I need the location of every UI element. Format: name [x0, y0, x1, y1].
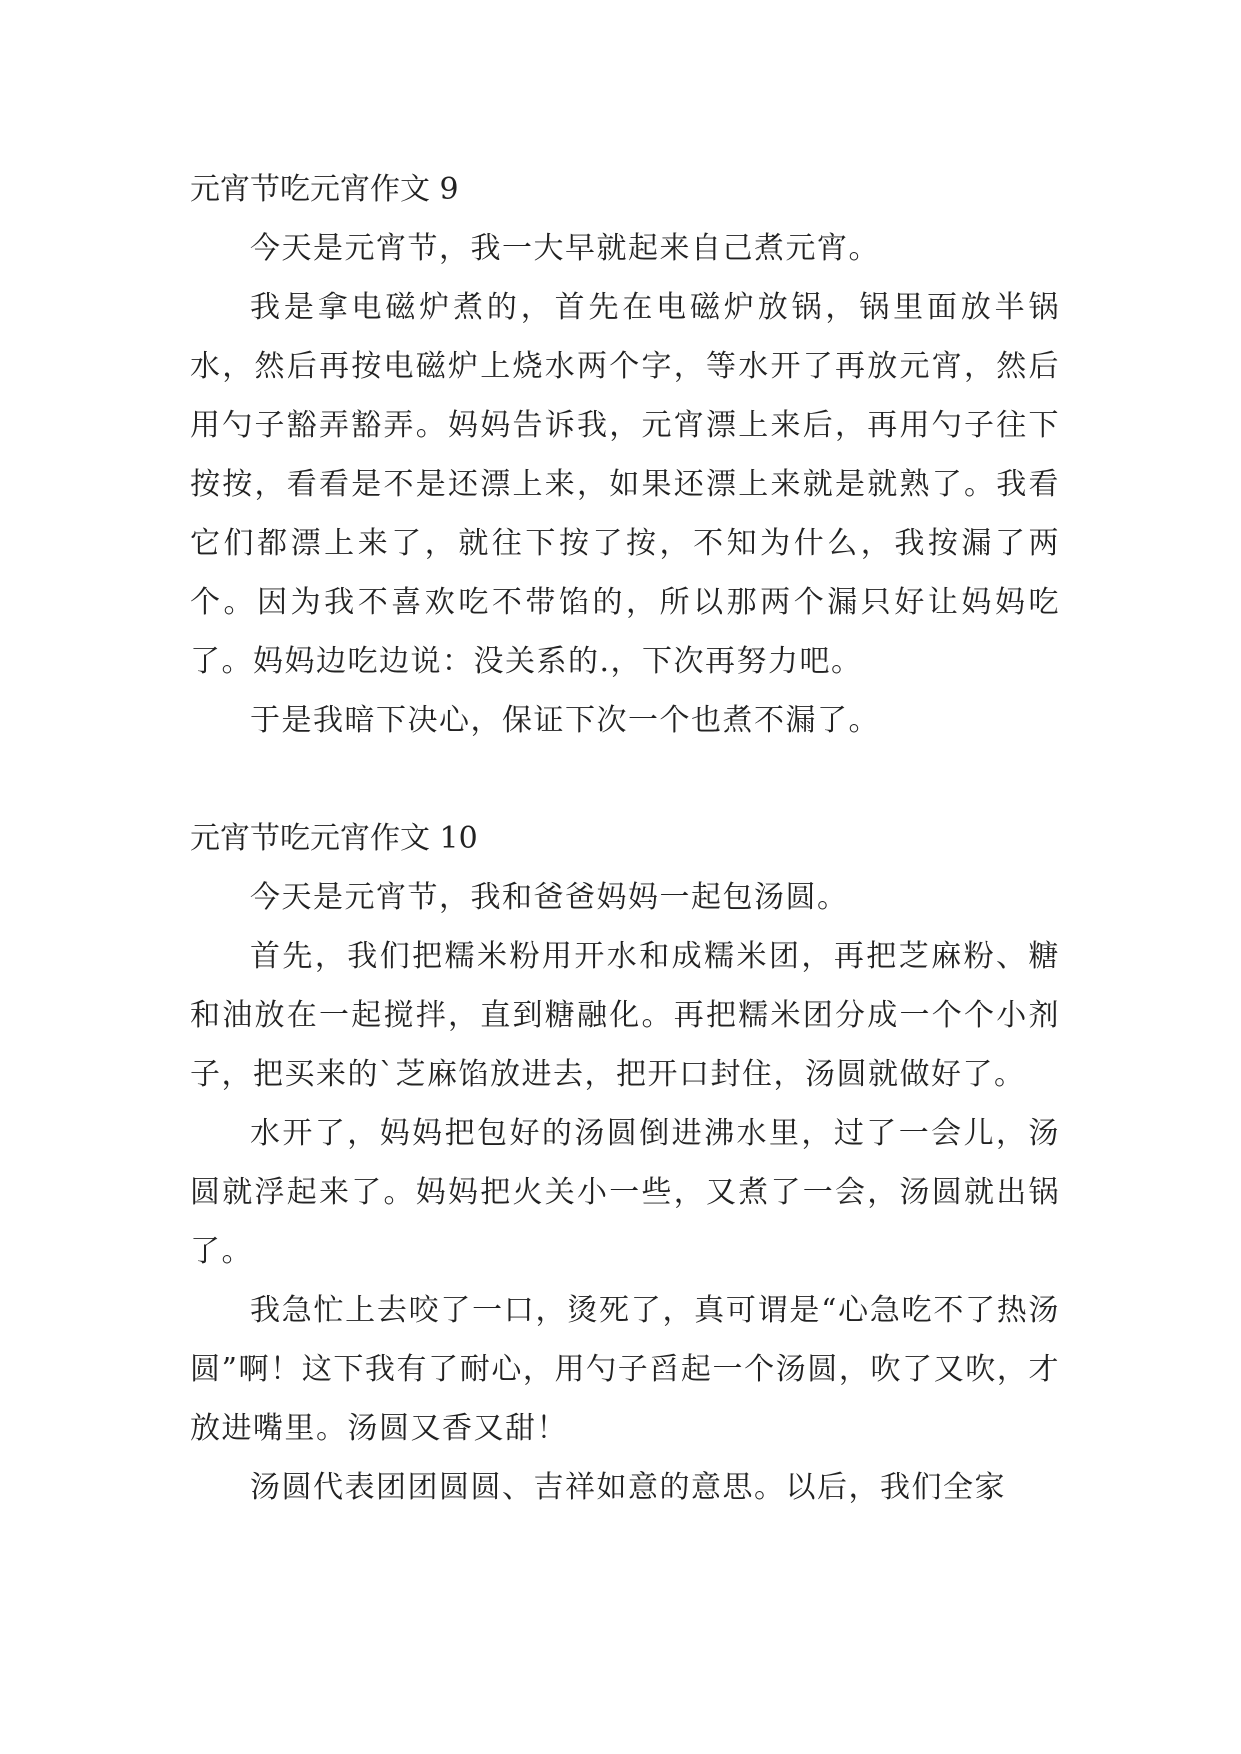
paragraph: 我急忙上去咬了一口，烫死了，真可谓是“心急吃不了热汤圆”啊！这下我有了耐心，用勺子舀起一个汤圆，吹了又吹，才放进嘴里。汤圆又香又甜！: [190, 1293, 1060, 1446]
document-body: [190, 160, 1060, 1517]
essay-title: 元宵节吃元宵作文 9: [190, 172, 459, 207]
paragraph: 汤圆代表团团圆圆、吉祥如意的意思。以后，我们全家: [250, 1470, 1006, 1505]
essay-title: 元宵节吃元宵作文 10: [190, 821, 478, 856]
essay-9: [190, 160, 1060, 750]
paragraph: 于是我暗下决心，保证下次一个也煮不漏了。: [250, 703, 880, 738]
paragraph: 水开了，妈妈把包好的汤圆倒进沸水里，过了一会儿，汤圆就浮起来了。妈妈把火关小一些，又煮了一会，汤圆就出锅了。: [190, 1116, 1060, 1269]
section-spacer: [190, 750, 1060, 809]
paragraph: 我是拿电磁炉煮的，首先在电磁炉放锅，锅里面放半锅水，然后再按电磁炉上烧水两个字，等水开了再放元宵，然后用勺子豁弄豁弄。妈妈告诉我，元宵漂上来后，再用勺子往下按按，看看是不是还漂上来，如果还漂上来就是就熟了。我看它们都漂上来了，就往下按了按，不知为什么，我按漏了两个。因为我不喜欢吃不带馅的，所以那两个漏只好让妈妈吃了。妈妈边吃边说：没关系的.，下次再努力吧。: [190, 290, 1060, 679]
paragraph: 首先，我们把糯米粉用开水和成糯米团，再把芝麻粉、糖和油放在一起搅拌，直到糖融化。再把糯米团分成一个个小剂子，把买来的`芝麻馅放进去，把开口封住，汤圆就做好了。: [190, 939, 1060, 1092]
paragraph: 今天是元宵节，我一大早就起来自己煮元宵。: [250, 231, 880, 266]
paragraph: 今天是元宵节，我和爸爸妈妈一起包汤圆。: [250, 880, 849, 915]
essay-10: [190, 809, 1060, 1517]
